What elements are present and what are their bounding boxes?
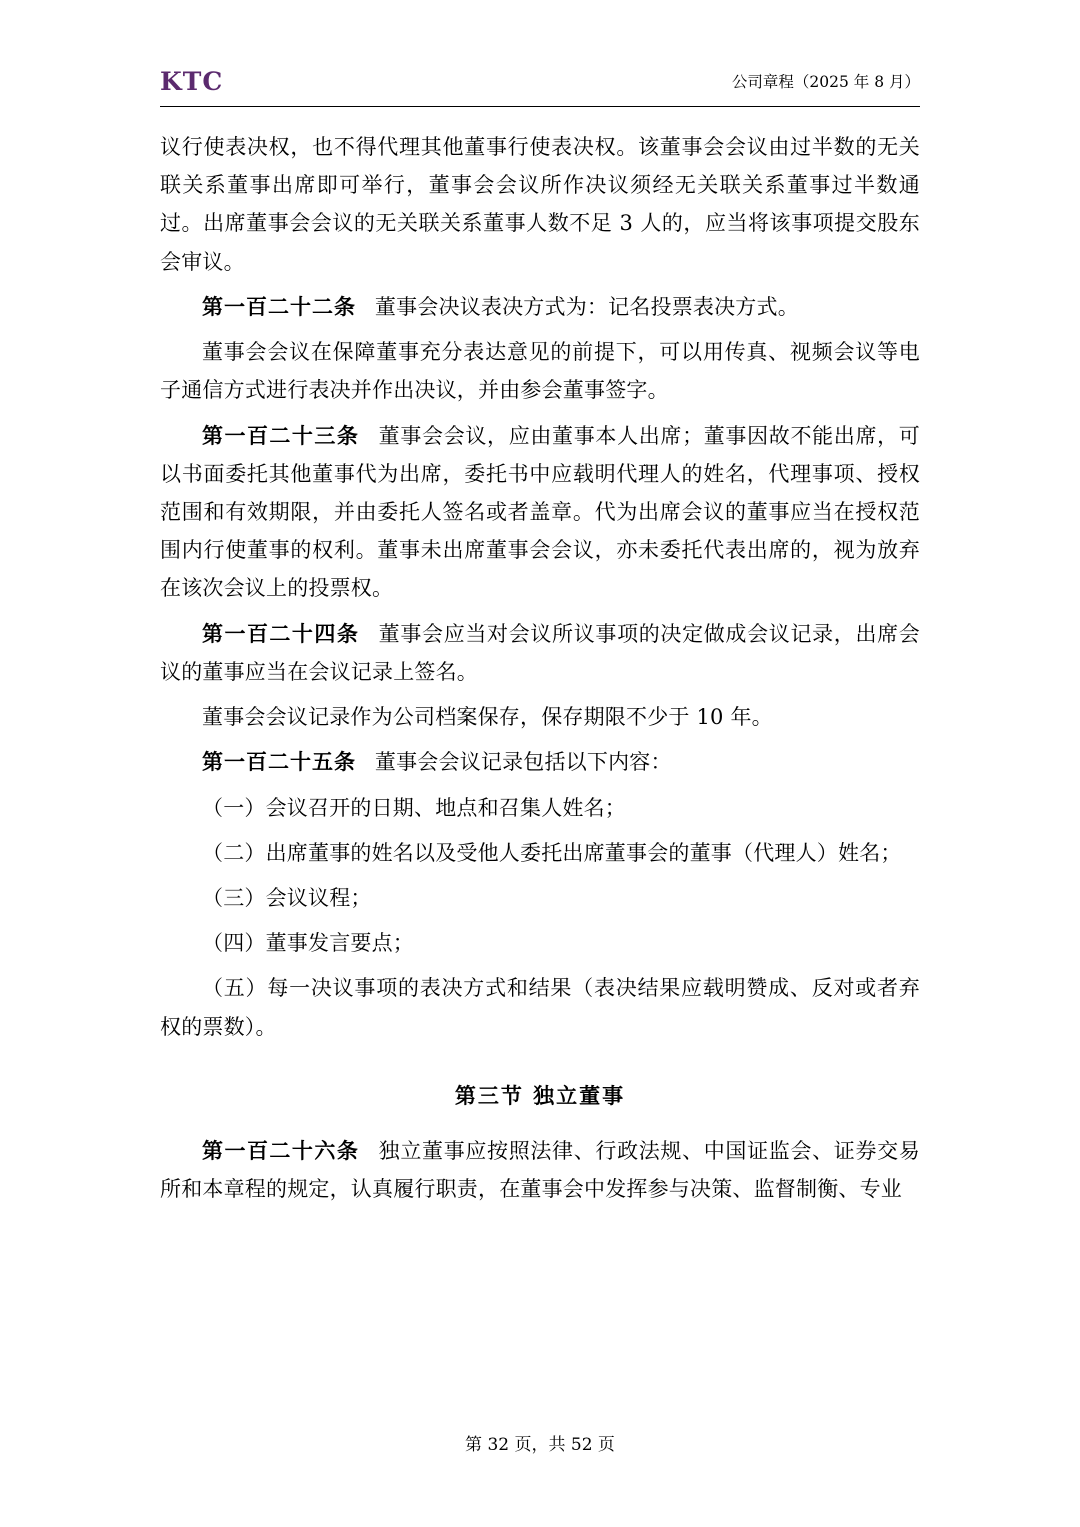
header-divider xyxy=(160,106,920,107)
list-item: （一）会议召开的日期、地点和召集人姓名； xyxy=(202,795,626,820)
paragraph-article-122 xyxy=(160,288,920,326)
paragraph-article-123 xyxy=(160,417,920,608)
article-number: 第一百二十四条 xyxy=(202,620,360,646)
page-header xyxy=(160,62,920,106)
article-text: 董事会会议记录包括以下内容： xyxy=(374,750,672,775)
list-item: （二）出席董事的姓名以及受他人委托出席董事会的董事（代理人）姓名； xyxy=(202,840,902,865)
article-number: 第一百二十三条 xyxy=(202,422,360,448)
list-item: （五）每一决议事项的表决方式和结果（表决结果应载明赞成、反对或者弃权的票数）。 xyxy=(160,976,920,1039)
page-footer: 第 32 页，共 52 页 xyxy=(465,1435,615,1455)
company-logo: KTC xyxy=(160,67,224,96)
paragraph-122-2: 董事会会议在保障董事充分表达意见的前提下，可以用传真、视频会议等电子通信方式进行表决并作出决议，并由参会董事签字。 xyxy=(160,340,920,403)
paragraph-124-2: 董事会会议记录作为公司档案保存，保存期限不少于 10 年。 xyxy=(202,705,773,730)
article-number: 第一百二十二条 xyxy=(202,293,356,319)
paragraph-article-125 xyxy=(160,743,920,781)
article-number: 第一百二十六条 xyxy=(202,1137,360,1163)
article-text: 董事会会议，应由董事本人出席；董事因故不能出席，可以书面委托其他董事代为出席，委托书中应载明代理人的姓名，代理事项、授权范围和有效期限，并由委托人签名或者盖章。代为出席会议的董事应当在授权范围内行使董事的权利。董事未出席董事会会议，亦未委托代表出席的，视为放弃在该次会议上的投票权。 xyxy=(160,423,921,601)
list-item: （三）会议议程； xyxy=(202,885,372,910)
article-text: 独立董事应按照法律、行政法规、中国证监会、证券交易所和本章程的规定，认真履行职责，在董事会中发挥参与决策、监督制衡、专业 xyxy=(160,1138,921,1202)
article-text: 董事会应当对会议所议事项的决定做成会议记录，出席会议的董事应当在会议记录上签名。 xyxy=(160,621,921,684)
document-title: 公司章程（2025 年 8 月） xyxy=(731,73,920,91)
article-number: 第一百二十五条 xyxy=(202,749,356,775)
list-item: （四）董事发言要点； xyxy=(202,931,414,956)
section-heading: 第三节 独立董事 xyxy=(454,1082,626,1108)
paragraph-article-124 xyxy=(160,615,920,691)
paragraph-continued: 议行使表决权，也不得代理其他董事行使表决权。该董事会会议由过半数的无关联关系董事出席即可举行，董事会会议所作决议须经无关联关系董事过半数通过。出席董事会会议的无关联关系董事人数不足 3 人的，应当将该事项提交股东会审议。 xyxy=(160,135,920,274)
document-body xyxy=(160,128,920,1215)
article-text: 董事会决议表决方式为：记名投票表决方式。 xyxy=(374,294,799,319)
paragraph-article-126 xyxy=(160,1132,920,1208)
